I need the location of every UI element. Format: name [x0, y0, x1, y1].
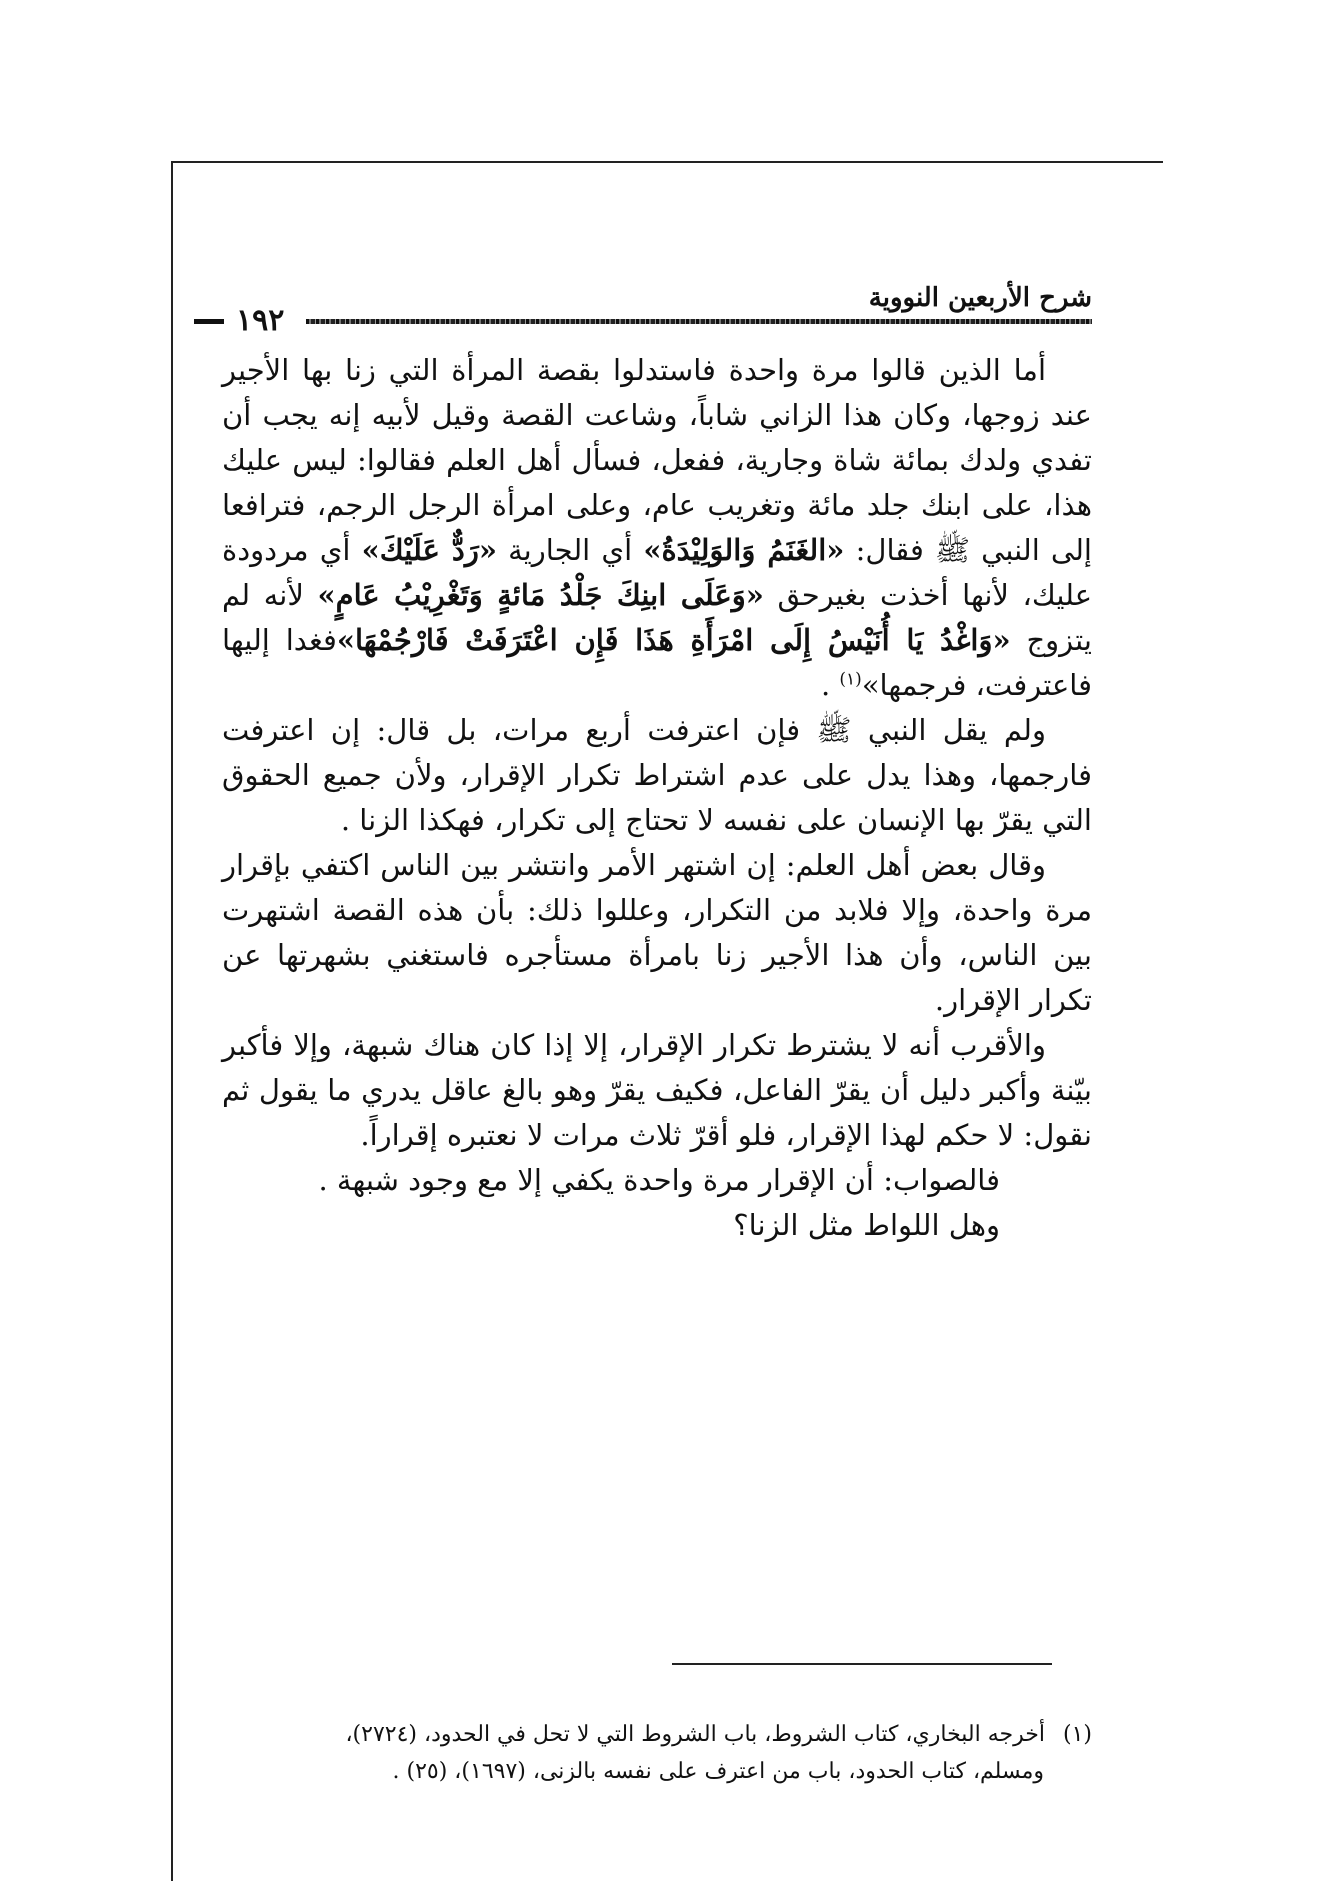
paragraph: [222, 708, 1092, 843]
paragraph-segment: فالصواب: أن الإقرار مرة واحدة يكفي إلا مع وجود شبهة .: [318, 1163, 1000, 1197]
paragraph-segment: .: [820, 668, 840, 702]
paragraph-segment: فغدا إليها فاعترفت، فرجمها»: [222, 623, 1092, 702]
paragraph: [222, 843, 1092, 1023]
header-ornamental-rule: [306, 319, 1092, 324]
paragraph-segment: وقال بعض أهل العلم: إن اشتهر الأمر وانتشر بين الناس اكتفي بإقرار مرة واحدة، وإلا فلابد من التكرار، وعللوا ذلك: بأن هذه القصة اشتهرت بين الناس، وأن هذا الأجير زنا بامرأة مستأجره فاستغني بشهرتها عن تكرار الإقرار.: [222, 848, 1092, 1017]
paragraph: [222, 1158, 1092, 1203]
paragraph-segment: وهل اللواط مثل الزنا؟: [733, 1208, 1000, 1242]
running-header-title: شرح الأربعين النووية: [868, 283, 1092, 313]
hadith-quote: «الغَنَمُ وَالوَلِيْدَةُ»: [643, 533, 845, 567]
footnote-line: [222, 1753, 1092, 1790]
paragraph: [222, 348, 1092, 708]
paragraph-segment: أي الجارية: [496, 533, 644, 567]
page-number-mark: [194, 319, 224, 324]
running-header: [222, 283, 1092, 338]
paragraph: [222, 1023, 1092, 1158]
page-frame-left-border: [171, 161, 173, 1881]
paragraph-segment: أما الذين قالوا مرة واحدة فاستدلوا بقصة المرأة التي زنا بها الأجير عند زوجها، وكان هذا الزاني شاباً، وشاعت القصة وقيل لأبيه إنه يجب أن تفدي ولدك بمائة شاة وجارية، ففعل، فسأل أهل العلم فقالوا: ليس عليك هذا، على ابنك جلد مائة وتغريب عام، وعلى امرأة الرجل الرجم، فترافعا إلى النبي ﷺ فقال:: [222, 353, 1092, 567]
hadith-quote: «وَعَلَى ابنِكَ جَلْدُ مَائةٍ وَتَغْرِيْبُ عَامٍ»: [317, 578, 764, 612]
hadith-quote: «رَدٌّ عَلَيْكَ»: [361, 533, 497, 567]
paragraph: [222, 1203, 1092, 1248]
paragraph-segment: لأنه لم يتزوج: [222, 578, 1092, 657]
hadith-quote: «وَاغْدُ يَا أُنَيْسُ إِلَى امْرَأَةِ هَذَا فَإِن اعْتَرَفَتْ فَارْجُمْهَا»: [336, 623, 1011, 657]
footnote-text: أخرجه البخاري، كتاب الشروط، باب الشروط التي لا تحل في الحدود، (٢٧٢٤)،: [345, 1722, 1045, 1747]
footnote-separator: [672, 1663, 1052, 1665]
page-number: ١٩٢: [236, 303, 285, 338]
main-text: [222, 348, 1092, 1248]
footnote-number: (١): [1062, 1722, 1092, 1747]
paragraph-segment: والأقرب أنه لا يشترط تكرار الإقرار، إلا إذا كان هناك شبهة، وإلا فأكبر بيّنة وأكبر دليل أن يقرّ الفاعل، فكيف يقرّ وهو بالغ عاقل يدري ما يقول ثم نقول: لا حكم لهذا الإقرار، فلو أقرّ ثلاث مرات لا نعتبره إقراراً.: [222, 1028, 1092, 1152]
paragraph-segment: أي مردودة عليك، لأنها أخذت بغيرحق: [222, 533, 1093, 612]
footnote-reference: (١): [839, 669, 862, 690]
footnote-line: [222, 1716, 1092, 1753]
footnotes: [222, 1716, 1092, 1790]
footnote-text: ومسلم، كتاب الحدود، باب من اعترف على نفسه بالزنى، (١٦٩٧)، (٢٥) .: [392, 1759, 1044, 1784]
page-frame-top-border: [171, 161, 1163, 163]
paragraph-segment: ولم يقل النبي ﷺ فإن اعترفت أربع مرات، بل قال: إن اعترفت فارجمها، وهذا يدل على عدم اشتراط تكرار الإقرار، ولأن جميع الحقوق التي يقرّ بها الإنسان على نفسه لا تحتاج إلى تكرار، فهكذا الزنا .: [222, 713, 1092, 837]
